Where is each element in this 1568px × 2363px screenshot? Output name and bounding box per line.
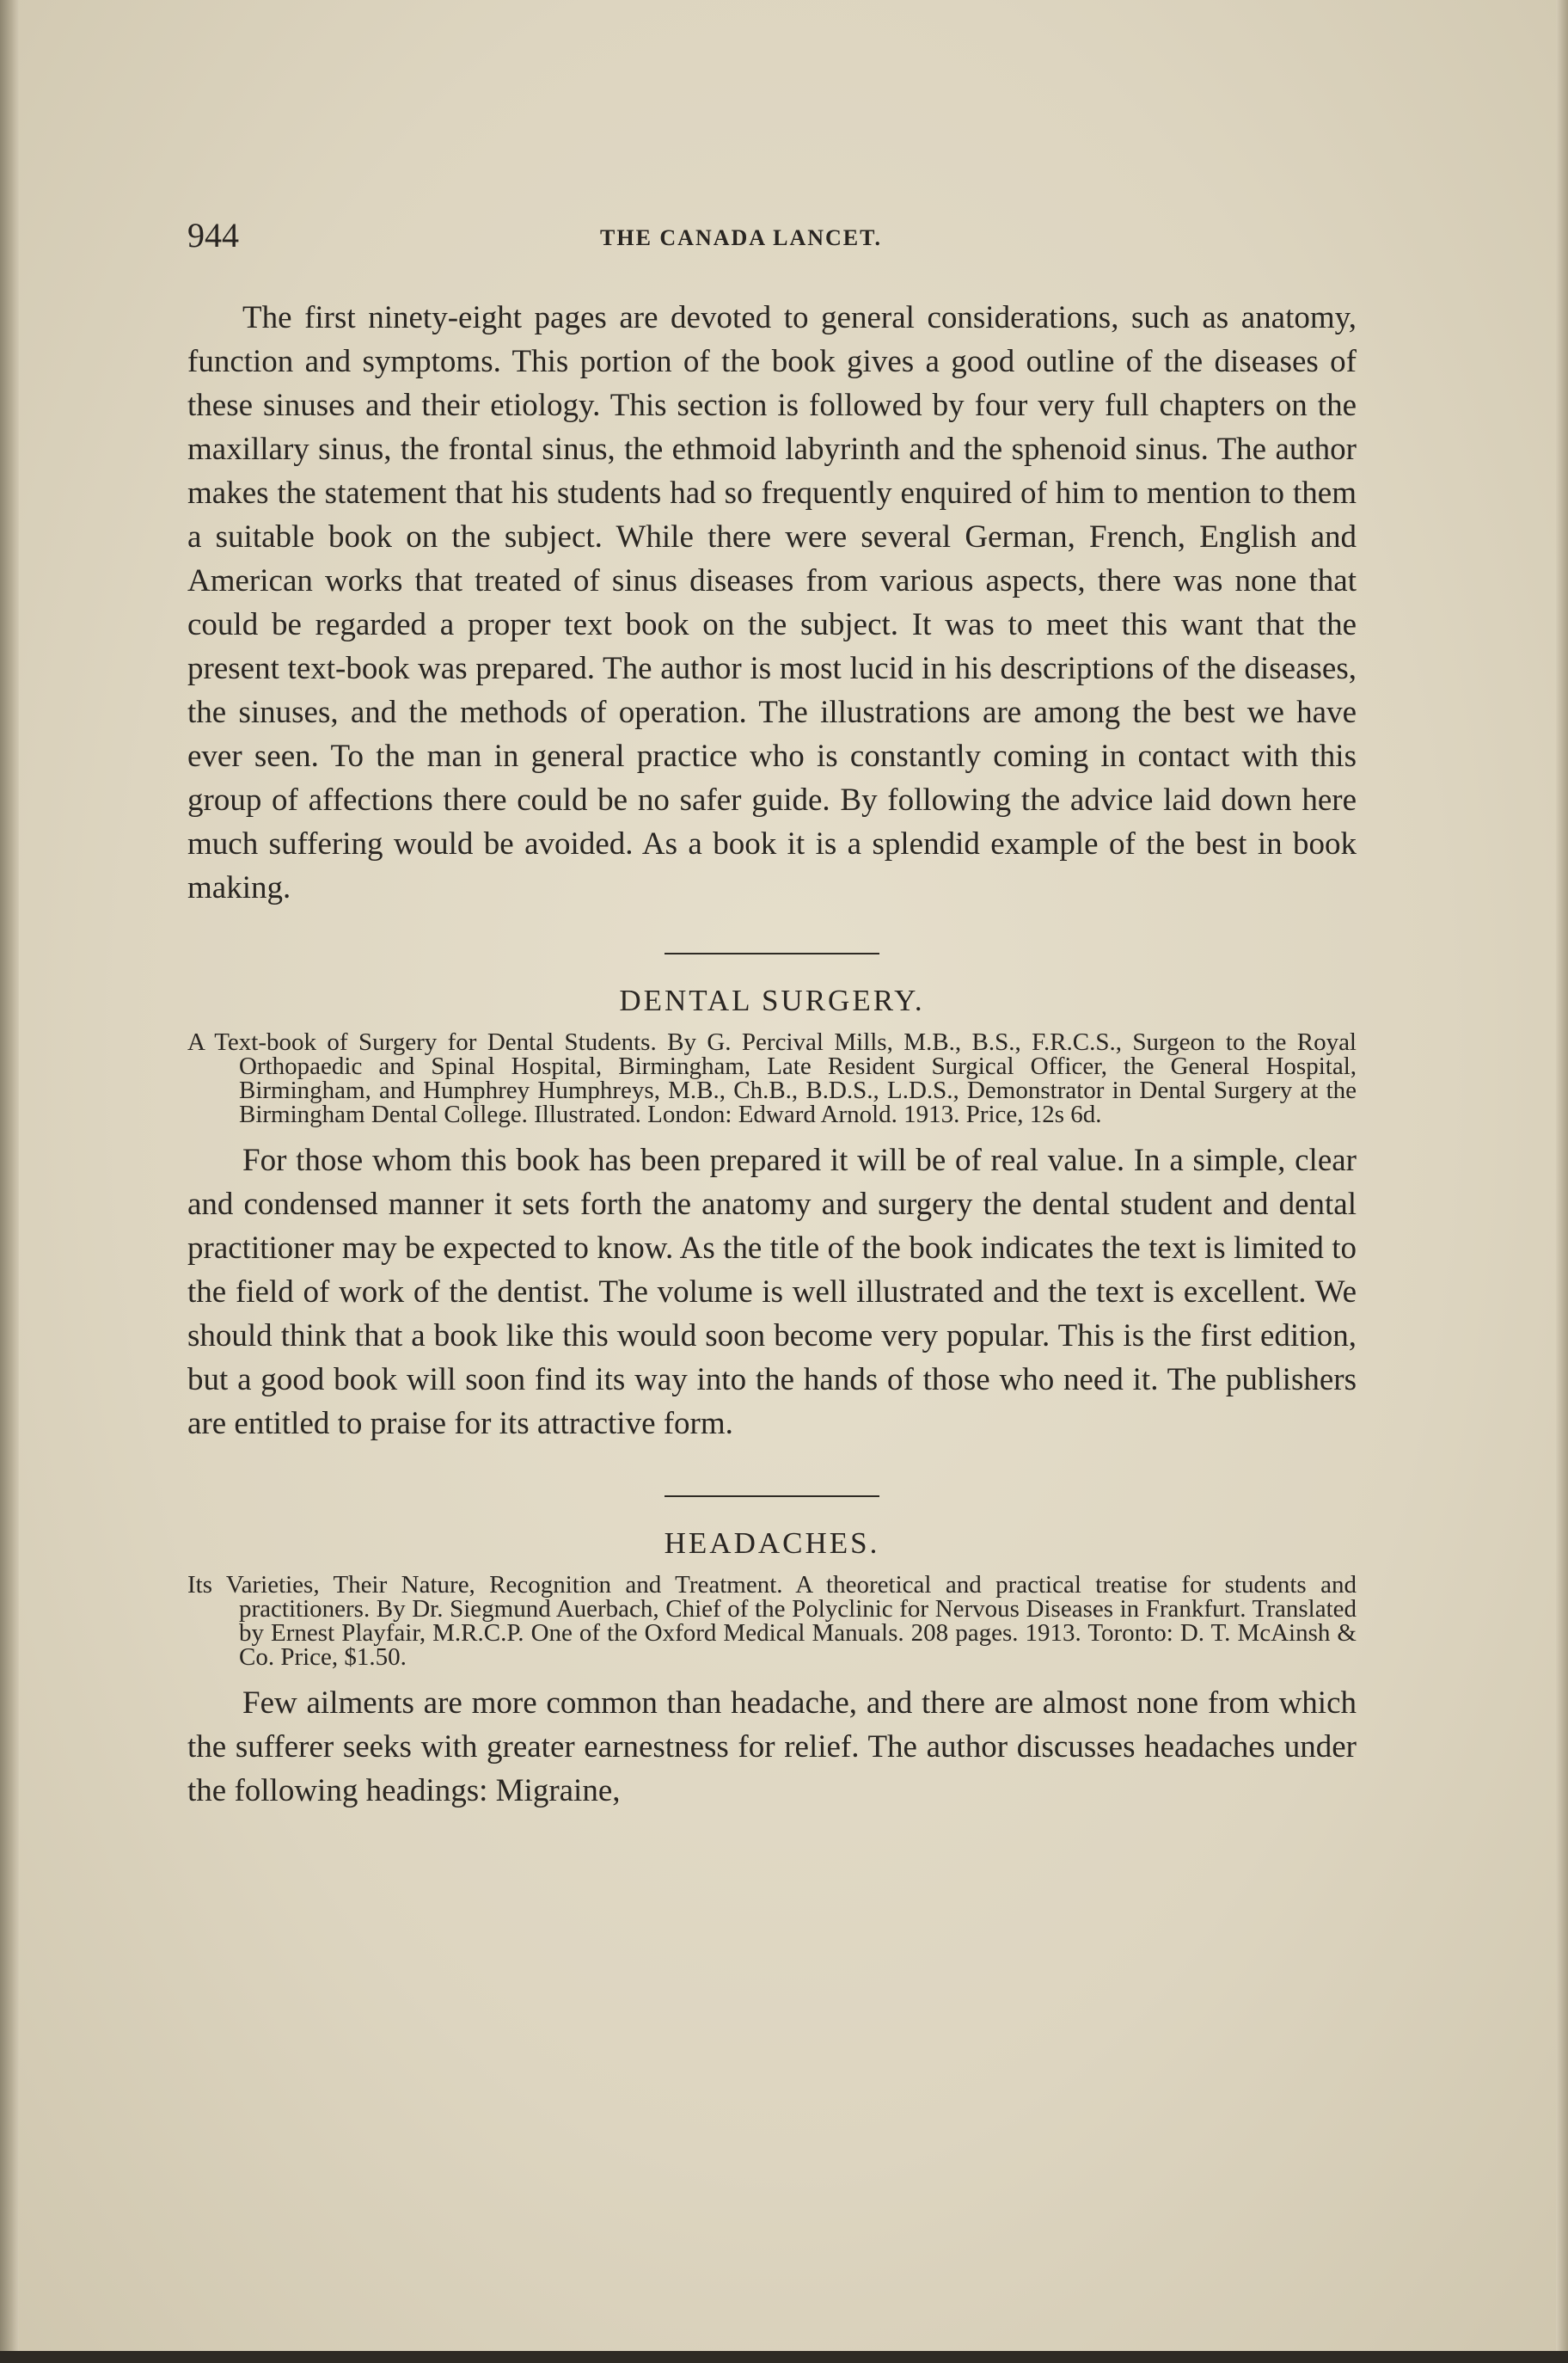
headaches-citation: Its Varieties, Their Nature, Recognition and Treatment. A theoretical and practical treatise for students and practitioners. By Dr. Siegmund Auerbach, Chief of the Polyclinic for Nervous Diseases in Frankfurt. Translated by Ernest Playfair, M.R.C.P. One of the Oxford Medical Manuals. 208 pages. 1913. Toronto: D. T. McAinsh & Co. Price, $1.50.	[187, 1571, 1357, 1671]
dental-surgery-citation: A Text-book of Surgery for Dental Students. By G. Percival Mills, M.B., B.S., F.R.C.S., Surgeon to the Royal Orthopaedic and Spinal Hospital, Birmingham, Late Resident Surgical Officer, the General Hospital, Birmingham, and Humphrey Humphreys, M.B., Ch.B., B.D.S., L.D.S., Demonstrator in Dental Surgery at the Birmingham Dental College. Illustrated. London: Edward Arnold. 1913. Price, 12s 6d.	[187, 1028, 1357, 1128]
headaches-heading: HEADACHES.	[664, 1526, 880, 1560]
section-divider	[665, 953, 879, 954]
dental-surgery-heading: DENTAL SURGERY.	[619, 984, 925, 1017]
text-block	[187, 215, 1357, 1813]
page-right-edge	[1556, 0, 1568, 2363]
page-bottom-edge	[0, 2351, 1568, 2363]
section-divider	[665, 1495, 879, 1497]
journal-title: THE CANADA LANCET.	[600, 225, 883, 250]
book-binding-edge	[0, 0, 19, 2363]
dental-surgery-paragraph: For those whom this book has been prepared it will be of real value. In a simple, clear and condensed manner it sets forth the anatomy and surgery the dental student and dental practitioner may be expected to know. As the title of the book indicates the text is limited to the field of work of the dentist. The volume is well illustrated and the text is excellent. We should think that a book like this would soon become very popular. This is the first edition, but a good book will soon find its way into the hands of those who need it. The publishers are entitled to praise for its attractive form.	[187, 1143, 1357, 1441]
headaches-paragraph: Few ailments are more common than headache, and there are almost none from which the sufferer seeks with greater earnestness for relief. The author discusses headaches under the following headings: Migraine,	[187, 1685, 1357, 1808]
sinus-review-paragraph: The first ninety-eight pages are devoted to general considerations, such as anatomy, function and symptoms. This portion of the book gives a good outline of the diseases of these sinuses and their etiology. This section is followed by four very full chapters on the maxillary sinus, the frontal sinus, the ethmoid labyrinth and the sphenoid sinus. The author makes the statement that his students had so frequently enquired of him to mention to them a suitable book on the subject. While there were several German, French, English and American works that treated of sinus diseases from various aspects, there was none that could be regarded a proper text book on the subject. It was to meet this want that the present text-book was prepared. The author is most lucid in his descriptions of the diseases, the sinuses, and the methods of operation. The illustrations are among the best we have ever seen. To the man in general practice who is constantly coming in contact with this group of affections there could be no safer guide. By following the advice laid down here much suffering would be avoided. As a book it is a splendid example of the best in book making.	[187, 300, 1357, 905]
page-number: 944	[187, 216, 239, 255]
running-head	[187, 215, 1357, 267]
